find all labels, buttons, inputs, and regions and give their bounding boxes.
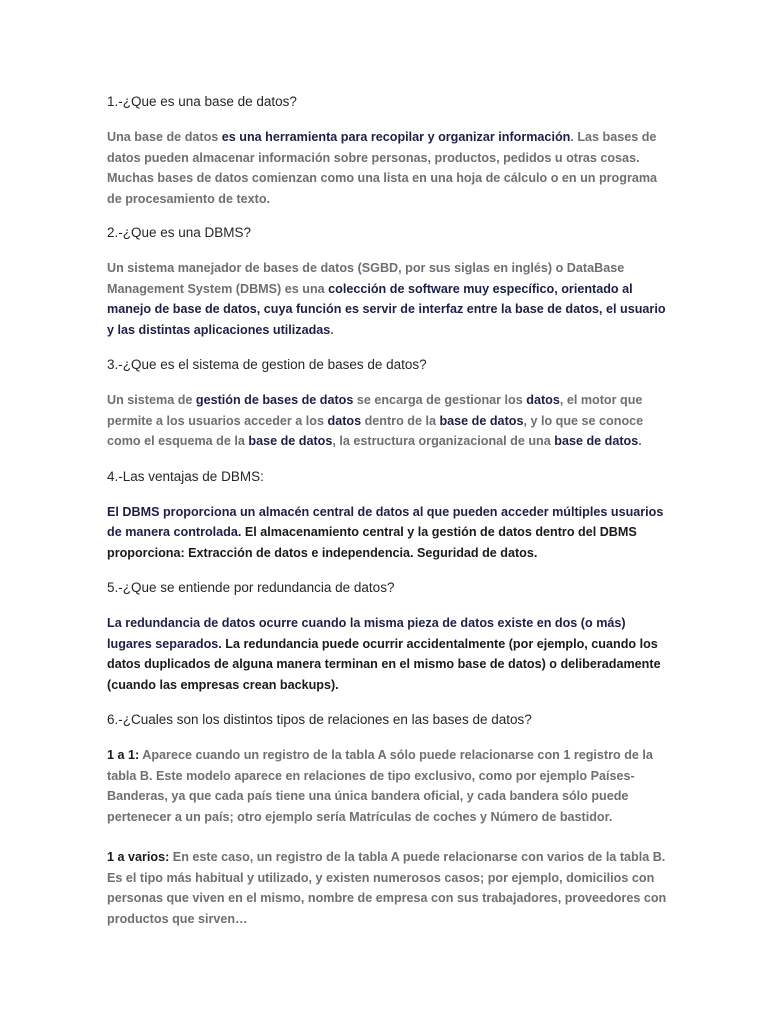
text-run: . xyxy=(638,434,642,448)
text-run: datos xyxy=(526,393,560,407)
answer-2 xyxy=(107,258,667,340)
text-run: , y lo que se conoce como el esquema de la xyxy=(107,413,644,448)
text-run: , la estructura organizacional de una xyxy=(332,434,555,448)
text-run: . El almacenamiento central y la gestión de datos dentro del DBMS proporciona: Extracción de datos e independencia. Seguridad de datos. xyxy=(107,525,637,560)
text-run: es una herramienta para recopilar y organizar información xyxy=(221,130,571,144)
text-run: El DBMS proporciona un almacén central de datos al que pueden acceder múltiples usuarios de manera controlada xyxy=(107,504,664,539)
text-run: 1 a 1: xyxy=(107,748,140,762)
question-3: 3.-¿Que es el sistema de gestion de bases de datos? xyxy=(107,357,427,372)
question-5: 5.-¿Que se entiende por redundancia de datos? xyxy=(107,580,395,595)
answer-6-one-to-one xyxy=(107,745,667,827)
text-run: colección de software muy específico, orientado al manejo de base de datos, cuya función es servir de interfaz entre la base de datos, el usuario y las distintas aplicaciones utilizadas xyxy=(107,281,666,337)
question-6: 6.-¿Cuales son los distintos tipos de relaciones en las bases de datos? xyxy=(107,712,532,727)
text-run: gestión de bases de datos xyxy=(195,393,354,407)
text-run: Un sistema manejador de bases de datos (SGBD, por sus siglas en inglés) o DataBase Management System (DBMS) es una xyxy=(107,261,625,296)
answer-6-one-to-many xyxy=(107,847,667,929)
text-run: . Las bases de datos pueden almacenar información sobre personas, productos, pedidos u otras cosas. Muchas bases de datos comienzan como una lista en una hoja de cálculo o en un programa de procesamiento de texto. xyxy=(107,130,658,206)
text-run: base de datos xyxy=(248,434,333,448)
text-run: En este caso, un registro de la tabla A puede relacionarse con varios de la tabla B. Es el tipo más habitual y utilizado, y existen numerosos casos; por ejemplo, domicilios con personas que viven en el mismo, nombre de empresa con sus trabajadores, proveedores con productos que sirven… xyxy=(107,850,667,926)
text-run: Aparece cuando un registro de la tabla A sólo puede relacionarse con 1 registro de la tabla B. Este modelo aparece en relaciones de tipo exclusivo, como por ejemplo Países-Banderas, ya que cada país tiene una única bandera oficial, y cada bandera sólo puede pertenecer a un país; otro ejemplo sería Matrículas de coches y Número de bastidor. xyxy=(107,748,653,824)
text-run: Una base de datos xyxy=(107,130,222,144)
text-run: La redundancia de datos ocurre cuando la misma pieza de datos existe en dos (o más) lugares separados xyxy=(107,616,626,651)
document-page xyxy=(107,92,667,944)
text-run: . La redundancia puede ocurrir accidentalmente (por ejemplo, cuando los datos duplicados de alguna manera terminan en el mismo base de datos) o deliberadamente (cuando las empresas crean backups). xyxy=(107,636,661,692)
text-run: , el motor que permite a los usuarios acceder a los xyxy=(107,393,643,428)
text-run: Un sistema de xyxy=(107,393,196,407)
text-run: . xyxy=(330,322,334,337)
text-run: dentro de la xyxy=(361,413,440,428)
answer-3 xyxy=(107,390,667,452)
question-2: 2.-¿Que es una DBMS? xyxy=(107,225,252,240)
text-run: base de datos xyxy=(554,434,639,448)
text-run: 1 a varios: xyxy=(107,850,170,864)
question-1: 1.-¿Que es una base de datos? xyxy=(107,94,297,109)
answer-4 xyxy=(107,502,667,564)
answer-1 xyxy=(107,127,667,209)
text-run: se encarga de gestionar los xyxy=(353,393,527,407)
question-4: 4.-Las ventajas de DBMS: xyxy=(107,468,264,484)
answer-5 xyxy=(107,613,667,695)
text-run: datos xyxy=(327,413,362,428)
text-run: base de datos xyxy=(439,413,524,428)
